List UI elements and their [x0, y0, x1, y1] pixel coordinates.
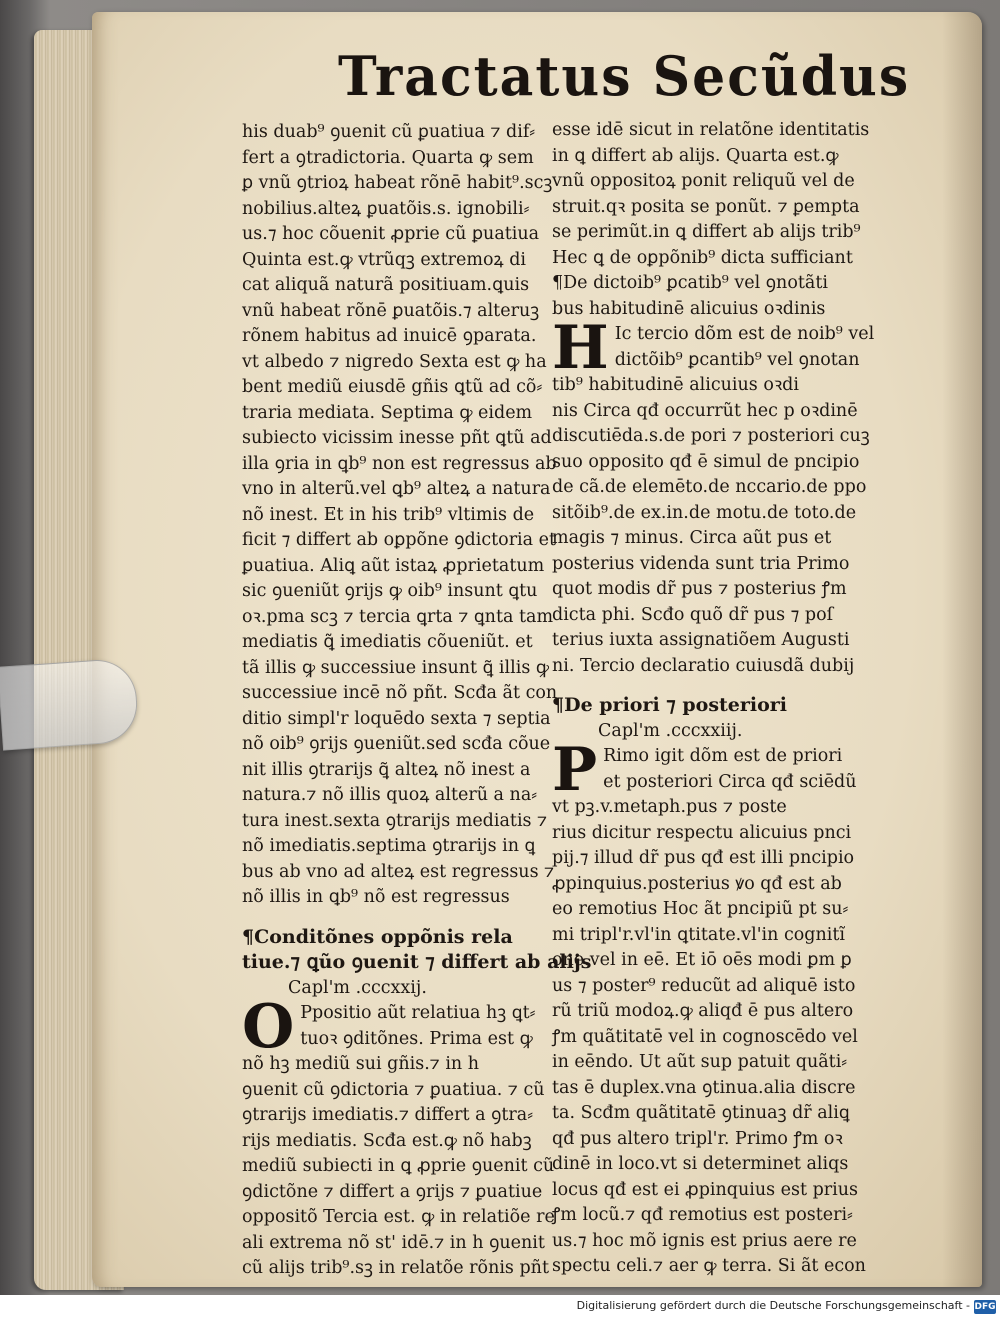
text-line: pij.⁊ illud dr̃ pus qđ est illi pncipio [552, 848, 855, 868]
text-line: ꝭm locũ.⁊ qđ remotius est posteri⸗ [552, 1205, 853, 1225]
left-paragraph-2 [242, 992, 555, 1282]
transparent-page-clip [0, 657, 140, 750]
text-line: magis ⁊ minus. Circa aũt pus et [552, 528, 832, 548]
text-line: vnũ oppositoꝝ ponit reliquũ vel de [552, 171, 855, 191]
text-line: ficit ⁊ differt ab oꝑpõne ꝯdictoria et [242, 530, 557, 550]
text-line: ꝯuenit cũ ꝯdictoria ⁊ ꝑuatiua. ⁊ cũ [242, 1079, 545, 1100]
text-line: his duab⁹ ꝯuenit cũ ꝑuatiua ⁊ dif⸗ [242, 122, 536, 142]
text-line: vnũ habeat rõnē ꝑuatõis.⁊ alteruꝫ [242, 300, 540, 321]
digitization-footer [0, 1295, 1000, 1319]
text-line: struit.qꝛ posita se ponũt. ⁊ ꝑempta [552, 196, 860, 217]
text-line: tib⁹ habitudinē alicuius oꝛdi [552, 375, 799, 395]
text-line: bent mediũ eiusdē gñis ꝗtũ ad cõ⸗ [242, 377, 543, 397]
text-line: ni. Tercio declaratio cuiusdã dubij [552, 655, 855, 676]
text-line: bus ab vno ad alteꝝ est regressus ⁊ [242, 861, 555, 882]
text-line: subiecto vicissim inesse pñt ꝗtũ ad [242, 428, 552, 448]
text-line: qđ pus altero tripl'r. Primo ꝭm oꝛ [552, 1128, 843, 1149]
text-line: ta. Scđm quãtitatē ꝯtinuaꝫ dr̃ aliꝗ [552, 1103, 850, 1123]
text-line: vno in alterũ.vel ꝗb⁹ alteꝝ a natura [242, 479, 551, 499]
text-line: fert a ꝯtradictoria. Quarta ꝙ sem [242, 147, 534, 168]
funding-notice: Digitalisierung gefördert durch die Deutsche Forschungsgemeinschaft - [576, 1299, 970, 1312]
chapter-number: Capl'm .cccxxij. [288, 977, 427, 998]
text-line: rijs mediatis. Scđa est.ꝙ nõ habꝫ [242, 1130, 532, 1151]
right-paragraph-2 [552, 313, 875, 679]
text-line: mediũ subiecti in ꝗ ꝓprie ꝯuenit cũ [242, 1156, 555, 1176]
right-column [552, 118, 875, 1280]
text-line: vt albedo ⁊ nigredo Sexta est ꝙ ha [242, 351, 547, 372]
text-line: nõ oib⁹ ꝯrijs ꝯueniũt.sed scđa cõue [242, 734, 551, 754]
text-line: Ic tercio dõm est de noib⁹ vel [614, 324, 875, 344]
text-line: us.⁊ hoc mõ ignis est prius aere re [552, 1230, 857, 1251]
text-line: ꝑ vnũ ꝯtrioꝝ habeat rõnē habit⁹.scꝫ [242, 173, 553, 193]
text-line: terius iuxta assignatiõem Augusti [552, 630, 850, 650]
text-line: nõ illis in ꝗb⁹ nõ est regressus [242, 887, 510, 907]
text-line: sic ꝯueniũt ꝯrijs ꝙ oib⁹ insunt ꝗtu [242, 581, 538, 601]
text-line: esse idē sicut in relatõne identitatis [552, 120, 870, 140]
chapter-number: Capl'm .cccxxiij. [598, 720, 743, 741]
text-line: in ꝗ differt ab alijs. Quarta est.ꝙ [552, 145, 839, 166]
text-line: cat aliquã naturã positiuam.ꝗuis [242, 275, 530, 295]
heading-line: ¶Conditõnes oppõnis rela [242, 925, 513, 948]
text-line: oꝛ.pma scꝫ ⁊ tercia ꝗrta ⁊ ꝗnta tam [242, 606, 554, 627]
text-line: suo opposito qđ ē simul de pncipio [552, 451, 860, 472]
left-paragraph-1 [242, 120, 558, 911]
text-line: et posteriori Circa qđ sciēdũ [603, 771, 857, 792]
text-line: natura.⁊ nõ illis quoꝝ alterũ a na⸗ [242, 785, 538, 805]
dfg-logo: DFG [974, 1302, 996, 1312]
text-line: us.⁊ hoc cõuenit ꝓprie cũ ꝑuatiua [242, 224, 540, 244]
text-line: ꝯtrarijs imediatis.⁊ differt a ꝯtra⸗ [242, 1105, 534, 1125]
decorated-initial: H [552, 313, 609, 383]
text-line: ꝓpinquius.posterius ꝟo qđ est ab [552, 873, 842, 894]
text-line: sitõib⁹.de ex.in.de motu.de toto.de [552, 502, 857, 523]
text-line: nit illis ꝯtrarijs ꝗ̃ alteꝝ nõ inest a [242, 759, 531, 780]
text-line: Ppositio aũt relatiua hꝫ ꝗt⸗ [300, 1003, 536, 1023]
text-line: ¶De dictoib⁹ ꝑcatib⁹ vel ꝯnotãti [552, 273, 828, 293]
text-line: tuoꝛ ꝯditõnes. Prima est ꝙ [300, 1028, 533, 1049]
left-section-heading [242, 925, 592, 976]
left-column [242, 120, 592, 1282]
heading-line: tiue.⁊ ꝗũo ꝯuenit ⁊ differt ab alijs [242, 951, 592, 973]
text-line: nis Circa qđ occurrũt hec p oꝛdinē [552, 400, 858, 421]
right-section-heading: ¶De priori ⁊ posteriori [552, 694, 788, 716]
text-line: nõ inest. Et in his trib⁹ vltimis de [242, 504, 535, 525]
text-line: traria mediata. Septima ꝙ eidem [242, 402, 533, 423]
text-line: Hec ꝗ de oꝑpõnib⁹ dicta sufficiant [552, 247, 853, 268]
text-line: nobilius.alteꝝ ꝑuatõis.s. ignobili⸗ [242, 198, 530, 219]
text-line: de cã.de elemēto.de nccario.de ppo [552, 477, 867, 497]
text-line: oppositõ Tercia est. ꝙ in relatiõe re [242, 1207, 555, 1227]
right-paragraph-3 [552, 735, 866, 1280]
text-line: ditio simpl'r loquēdo sexta ⁊ septia [242, 708, 551, 729]
text-line: rũ triũ modoꝝ.ꝙ aliqđ ē pus altero [552, 1001, 854, 1021]
text-line: one.vel in eē. Et iō oēs modi ꝑm ꝑ [552, 950, 852, 970]
spine-shadow [942, 12, 982, 1287]
text-line: dictõib⁹ ꝑcantib⁹ vel ꝯnotan [614, 349, 860, 370]
text-line: spectu celi.⁊ aer ꝙ terra. Si ãt econ [552, 1256, 866, 1276]
text-line: vt pꝫ.v.metaph.pus ⁊ poste [552, 797, 787, 817]
text-line: cũ alijs trib⁹.sꝫ in relatõe rõnis pñt [242, 1258, 549, 1278]
right-paragraph-1 [552, 118, 870, 322]
text-line: Rimo igit dõm est de priori [603, 746, 843, 766]
text-line: eo remotius Hoc ãt pncipiũ pt su⸗ [552, 899, 849, 919]
text-line: tura inest.sexta ꝯtrarijs mediatis ⁊ [242, 810, 548, 831]
text-line: mediatis ꝗ̃ imediatis cõueniũt. et [242, 632, 533, 652]
text-line: tã illis ꝙ successiue insunt ꝗ̃ illis ꝙ [242, 657, 550, 678]
text-line: Quinta est.ꝙ vtrũqꝫ extremoꝝ di [242, 249, 527, 270]
text-line: nõ hꝫ mediũ sui gñis.⁊ in h [242, 1054, 480, 1074]
decorated-initial: O [242, 992, 295, 1062]
decorated-initial: P [552, 735, 598, 805]
text-line: ꝑuatiua. Aliꝗ aũt istaꝝ ꝓprietatum [242, 555, 545, 576]
text-line: bus habitudinē alicuius oꝛdinis [552, 298, 826, 319]
text-line: discutiēda.s.de pori ⁊ posteriori cuꝫ [552, 426, 870, 446]
text-line: mi tripl'r.vl'in ꝗtitate.vl'in cognitĩ [552, 924, 846, 945]
text-line: tas ē duplex.vna ꝯtinua.alia discre [552, 1077, 856, 1098]
text-line: locus qđ est ei ꝓpinquius est prius [552, 1179, 859, 1200]
text-line: rius dicitur respectu alicuius pnci [552, 822, 852, 843]
text-line: quot modis dr̃ pus ⁊ posterius ꝭm [552, 579, 847, 599]
text-line: in eēndo. Ut aũt sup patuit quãti⸗ [552, 1052, 848, 1072]
text-line: se perimũt.in ꝗ differt ab alijs trib⁹ [552, 222, 861, 242]
text-line: successiue incē nõ pñt. Scđa ãt con [242, 683, 558, 703]
text-line: dinē in loco.vt si determinet aliqs [552, 1154, 849, 1174]
text-line: ꝯdictõne ⁊ differt a ꝯrijs ⁊ ꝑuatiue [242, 1181, 543, 1202]
text-line: illa ꝯria in ꝗb⁹ non est regressus ab [242, 453, 557, 474]
text-line: us ⁊ poster⁹ reducũt ad aliquē isto [552, 975, 856, 996]
text-line: nõ imediatis.septima ꝯtrarijs in ꝗ [242, 836, 536, 856]
text-line: ali extrema nõ st' idē.⁊ in h ꝯuenit [242, 1232, 545, 1253]
text-line: dicta phi. Scđo quõ dr̃ pus ⁊ poſ [552, 604, 834, 625]
running-head: Tractatus Secũdus [338, 44, 911, 109]
text-line: rõnem habitus ad inuicē ꝯparata. [242, 326, 537, 346]
text-line: ꝭm quãtitatē vel in cognoscēdo vel [552, 1026, 858, 1047]
text-line: posterius videnda sunt tria Primo [552, 553, 850, 574]
